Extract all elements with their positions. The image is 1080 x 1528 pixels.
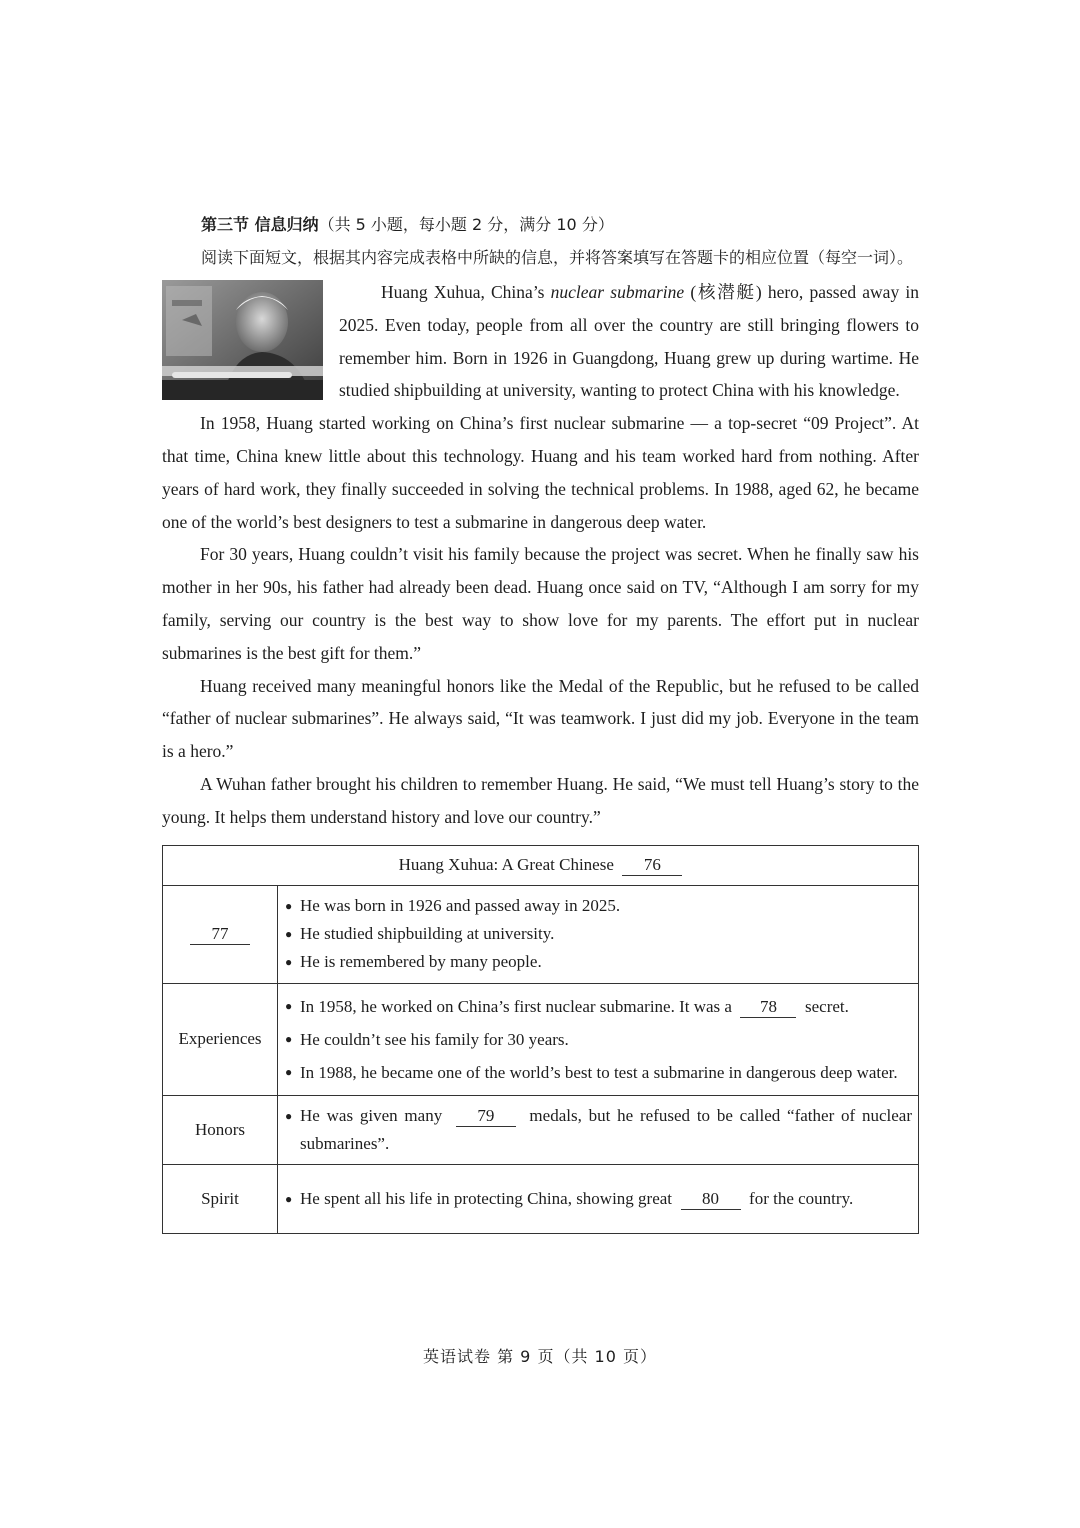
row-label-cell bbox=[163, 885, 278, 983]
row-content-cell bbox=[278, 885, 919, 983]
bullet-text: He couldn’t see his family for 30 years. bbox=[300, 1029, 569, 1049]
section-score-note: （共 5 小题，每小题 2 分，满分 10 分） bbox=[318, 215, 614, 234]
bullet-text-end: medals, but he refused to be called “father of nuclear submarines”. bbox=[300, 1105, 913, 1153]
info-table bbox=[162, 845, 919, 1234]
table-row bbox=[163, 983, 919, 1095]
section-heading bbox=[162, 208, 919, 241]
bullet-icon: ● bbox=[285, 927, 293, 942]
paragraph-2: In 1958, Huang started working on China’s first nuclear submarine — a top-secret “09 Project”. At that time, China knew little about this technology. Huang and his team worked hard from nothing. After years of hard work, they finally succeeded in solving the technical problems. In 1988, aged 62, he became one of the world’s best designers to test a submarine in dangerous deep water. bbox=[162, 413, 919, 532]
bullet-text: In 1988, he became one of the world’s best to test a submarine in dangerous deep water. bbox=[300, 1062, 898, 1082]
row-label-honors: Honors bbox=[163, 1095, 278, 1164]
list-item bbox=[285, 990, 912, 1023]
bullet-icon: ● bbox=[285, 1191, 293, 1206]
list-item bbox=[285, 1185, 912, 1213]
row-content-cell bbox=[278, 983, 919, 1095]
list-item bbox=[285, 920, 912, 948]
table-row bbox=[163, 885, 919, 983]
paragraph-4: Huang received many meaningful honors like the Medal of the Republic, but he refused to be called “father of nuclear submarines”. He always said, “It was teamwork. I just did my job. Everyone in the team is a hero.” bbox=[162, 675, 919, 762]
bullet-text: He is remembered by many people. bbox=[300, 952, 542, 972]
list-item bbox=[285, 1056, 912, 1089]
row-label-experiences: Experiences bbox=[163, 983, 278, 1095]
table-header-row bbox=[163, 845, 919, 885]
blank-80[interactable]: 80 bbox=[681, 1189, 741, 1210]
blank-76[interactable]: 76 bbox=[622, 855, 682, 876]
row-label-spirit: Spirit bbox=[163, 1164, 278, 1233]
paragraph-1-term: nuclear submarine bbox=[550, 282, 685, 302]
bullet-text: In 1958, he worked on China’s first nuclear submarine. It was a bbox=[300, 996, 732, 1016]
paragraph-5: A Wuhan father brought his children to remember Huang. He said, “We must tell Huang’s story to the young. It helps them understand history and love our country.” bbox=[162, 773, 919, 827]
bullet-icon: ● bbox=[285, 1108, 293, 1123]
exam-page bbox=[162, 208, 919, 1234]
table-title-cell bbox=[163, 845, 919, 885]
bullet-text: He was given many bbox=[300, 1105, 443, 1125]
row-content-cell bbox=[278, 1095, 919, 1164]
list-item bbox=[285, 1023, 912, 1056]
row-content-cell bbox=[278, 1164, 919, 1233]
table-title: Huang Xuhua: A Great Chinese bbox=[398, 854, 614, 874]
bullet-icon: ● bbox=[285, 1031, 293, 1046]
section-title: 第三节 信息归纳 bbox=[201, 215, 319, 234]
table-row bbox=[163, 1095, 919, 1164]
list-item bbox=[285, 948, 912, 976]
bullet-icon: ● bbox=[285, 998, 293, 1013]
blank-78[interactable]: 78 bbox=[740, 997, 796, 1018]
table-row bbox=[163, 1164, 919, 1233]
bullet-icon: ● bbox=[285, 899, 293, 914]
paragraph-1-start: Huang Xuhua, China’s bbox=[381, 282, 551, 302]
list-item bbox=[285, 892, 912, 920]
portrait-image bbox=[162, 280, 323, 400]
portrait-photo bbox=[162, 280, 323, 400]
paragraph-3: For 30 years, Huang couldn’t visit his family because the project was secret. When he finally saw his mother in her 90s, his father had already been dead. Huang once said on TV, “Although I am sorry for my family, serving our country is the best way to show love for my parents. The effort put in nuclear submarines is the best gift for them.” bbox=[162, 544, 919, 663]
blank-77[interactable]: 77 bbox=[190, 924, 250, 945]
bullet-icon: ● bbox=[285, 1064, 293, 1079]
page-footer: 英语试卷 第 9 页（共 10 页） bbox=[423, 1347, 657, 1366]
bullet-text-end: secret. bbox=[804, 996, 849, 1016]
paragraph-1-rest: (核潜艇) hero, passed away in 2025. Even today, people from all over the country are still bringing flowers to remember him. Born in 1926 in Guangdong, Huang grew up during wartime. He studied shipbuilding at university, wanting to protect China with his knowledge. bbox=[339, 282, 919, 401]
reading-passage bbox=[162, 276, 919, 834]
list-item bbox=[285, 1102, 912, 1158]
bullet-icon: ● bbox=[285, 955, 293, 970]
bullet-text: He was born in 1926 and passed away in 2025. bbox=[300, 896, 621, 916]
instructions: 阅读下面短文，根据其内容完成表格中所缺的信息，并将答案填写在答题卡的相应位置（每空一词）。 bbox=[201, 248, 914, 267]
blank-79[interactable]: 79 bbox=[456, 1106, 516, 1127]
bullet-text: He spent all his life in protecting China, showing great bbox=[300, 1188, 673, 1208]
bullet-text: He studied shipbuilding at university. bbox=[300, 924, 555, 944]
bullet-text-end: for the country. bbox=[749, 1188, 854, 1208]
